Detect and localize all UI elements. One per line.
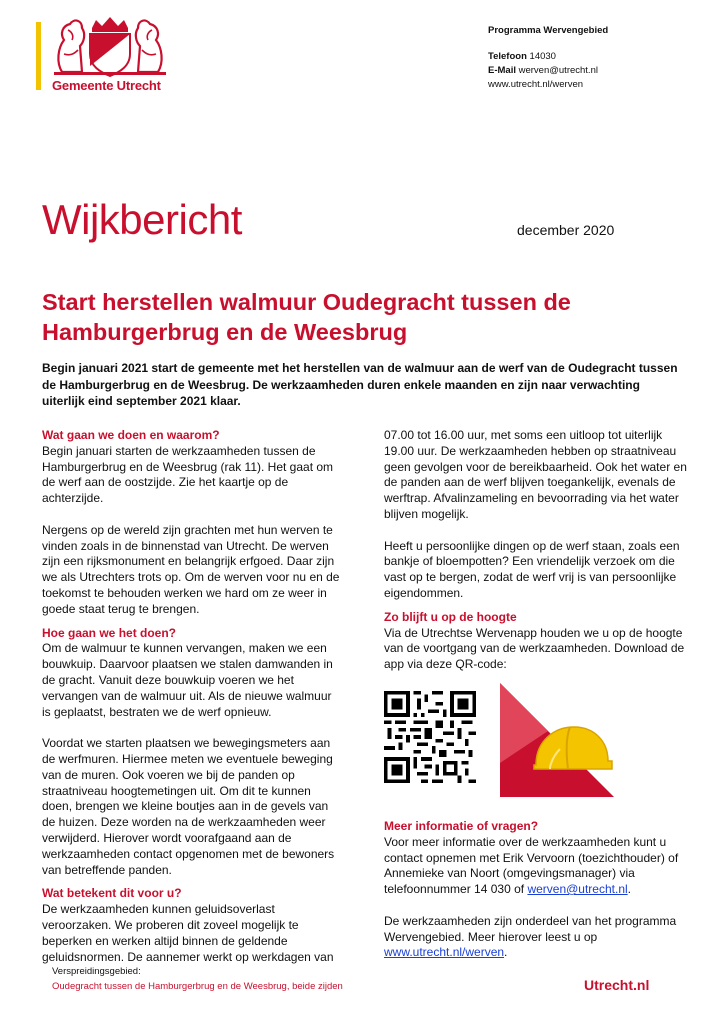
document-title: Wijkbericht — [42, 196, 242, 243]
phone-label: Telefoon — [488, 51, 527, 62]
left-column — [42, 428, 342, 981]
paragraph: Om de walmuur te kunnen vervangen, maken we een bouwkuip. Daarvoor plaatsen we stalen damwanden in de gracht. Vanuit deze bouwkuip voeren we het vervangen van de walmuur uit. Als de nieuwe walmuur is geplaatst, bestraten we de werf opnieuw. — [42, 641, 333, 719]
website-link[interactable]: www.utrecht.nl/werven — [488, 79, 584, 90]
website-link[interactable]: www.utrecht.nl/werven — [384, 945, 505, 960]
paragraph: Begin januari starten de werkzaamheden tussen de Hamburgerbrug en de Weesbrug (rak 11). Het gaat om de werf aan de oostzijde. Zie het kaartje op de achterzijde. — [42, 443, 334, 506]
gemeente-utrecht-logo[interactable] — [48, 14, 172, 96]
app-download — [384, 691, 689, 797]
paragraph: De werkzaamheden kunnen geluidsoverlast veroorzaken. We proberen dit zoveel mogelijk te beperken en werken altijd binnen de geldende geluidsnormen. De aannemer werkt op werkdagen van — [42, 902, 334, 964]
footer-site-link[interactable]: Utrecht.nl — [584, 977, 650, 993]
contact-block — [488, 24, 608, 92]
distribution-area: Oudegracht tussen de Hamburgerbrug en de Weesbrug, beide zijden — [52, 981, 343, 992]
section-heading-updates: Zo blijft u op de hoogte — [384, 609, 517, 624]
phone-value: 14030 — [529, 51, 556, 62]
paragraph — [384, 835, 689, 898]
program-text: De werkzaamheden zijn onderdeel van het programma Wervengebied. Meer hierover leest u op — [384, 913, 677, 944]
contact-text: Voor meer informatie over de werkzaamheden kunt u contact opnemen met Erik Vervoorn (toezichthouder) of Annemieke van Noort (omgevingsmanager) via telefoonnummer 14 030 of — [384, 834, 679, 897]
section-heading-what: Wat gaan we doen en waarom? — [42, 428, 220, 442]
wervenapp-helmet-icon[interactable] — [500, 683, 614, 797]
paragraph: Nergens op de wereld zijn grachten met hun werven te vinden zoals in de binnenstad van Utrecht. De werven zijn een rijksmonument en belangrijk erfgoed. Daar zijn we als Utrechters trots op. Om de werven voor nu en de toekomst te behouden werken we hard om ze weer in goede staat terug te brengen. — [42, 522, 340, 616]
punctuation: . — [504, 945, 508, 960]
email-label: E-Mail — [488, 65, 516, 76]
paragraph — [384, 914, 689, 961]
phone-line — [488, 50, 608, 64]
headline: Start herstellen walmuur Oudegracht tussen de Hamburgerbrug en de Weesbrug — [42, 289, 571, 345]
section-heading-impact: Wat betekent dit voor u? — [42, 886, 182, 901]
coat-of-arms-logo-icon — [48, 14, 172, 78]
paragraph: Heeft u persoonlijke dingen op de werf staan, zoals een bankje of bloempotten? Een vriendelijk verzoek om die vast op te bergen, zodat de werf vrij is van persoonlijke eigendommen. — [384, 538, 680, 600]
intro-paragraph: Begin januari 2021 start de gemeente met het herstellen van de walmuur aan de werf van de Oudegracht tussen de Hamburgerbrug en de Weesbrug. De werkzaamheden duren enkele maanden en zijn naar verwachting uiterlijk eind september 2021 klaar. — [42, 361, 678, 408]
paragraph: 07.00 tot 16.00 uur, met soms een uitloop tot uiterlijk 19.00 uur. De werkzaamheden hebben op straatniveau geen gevolgen voor de bereikbaarheid. Ook het water en de panden aan de werf blijven toegankelijk, evenals de werftrap. Afvalinzameling en bevoorrading via het water blijven mogelijk. — [384, 428, 687, 521]
program-name: Programma Wervengebied — [488, 25, 609, 36]
accent-bar — [36, 22, 41, 90]
paragraph: Voordat we starten plaatsen we bewegingsmeters aan de werfmuren. Hiermee meten we eventuele beweging van de muren. Ook voeren we bij de panden op straatniveau hoogtemetingen uit. Om dit te kunnen doen, brengen we kleine boutjes aan in de gevels van de huizen. Deze worden na de werkzaamheden weer verwijderd. Hierover wordt voorafgaand aan de werkzaamheden contact opgenomen met de bewoners van betreffende panden. — [42, 736, 335, 877]
logo-text: Gemeente Utrecht — [52, 78, 161, 93]
punctuation: . — [627, 882, 632, 897]
section-heading-how: Hoe gaan we het doen? — [42, 625, 177, 640]
right-column — [384, 428, 689, 977]
document-date: december 2020 — [517, 222, 615, 238]
paragraph: Via de Utrechtse Wervenapp houden we u op de hoogte van de voortgang van de werkzaamheden. Download de app via deze QR-code: — [384, 625, 685, 672]
qr-code-icon[interactable] — [384, 691, 476, 783]
email-link[interactable]: werven@utrecht.nl — [527, 882, 628, 897]
email-line — [488, 64, 608, 78]
section-heading-contact: Meer informatie of vragen? — [384, 818, 539, 833]
email-value[interactable]: werven@utrecht.nl — [518, 65, 598, 76]
distribution-label: Verspreidingsgebied: — [52, 966, 141, 977]
